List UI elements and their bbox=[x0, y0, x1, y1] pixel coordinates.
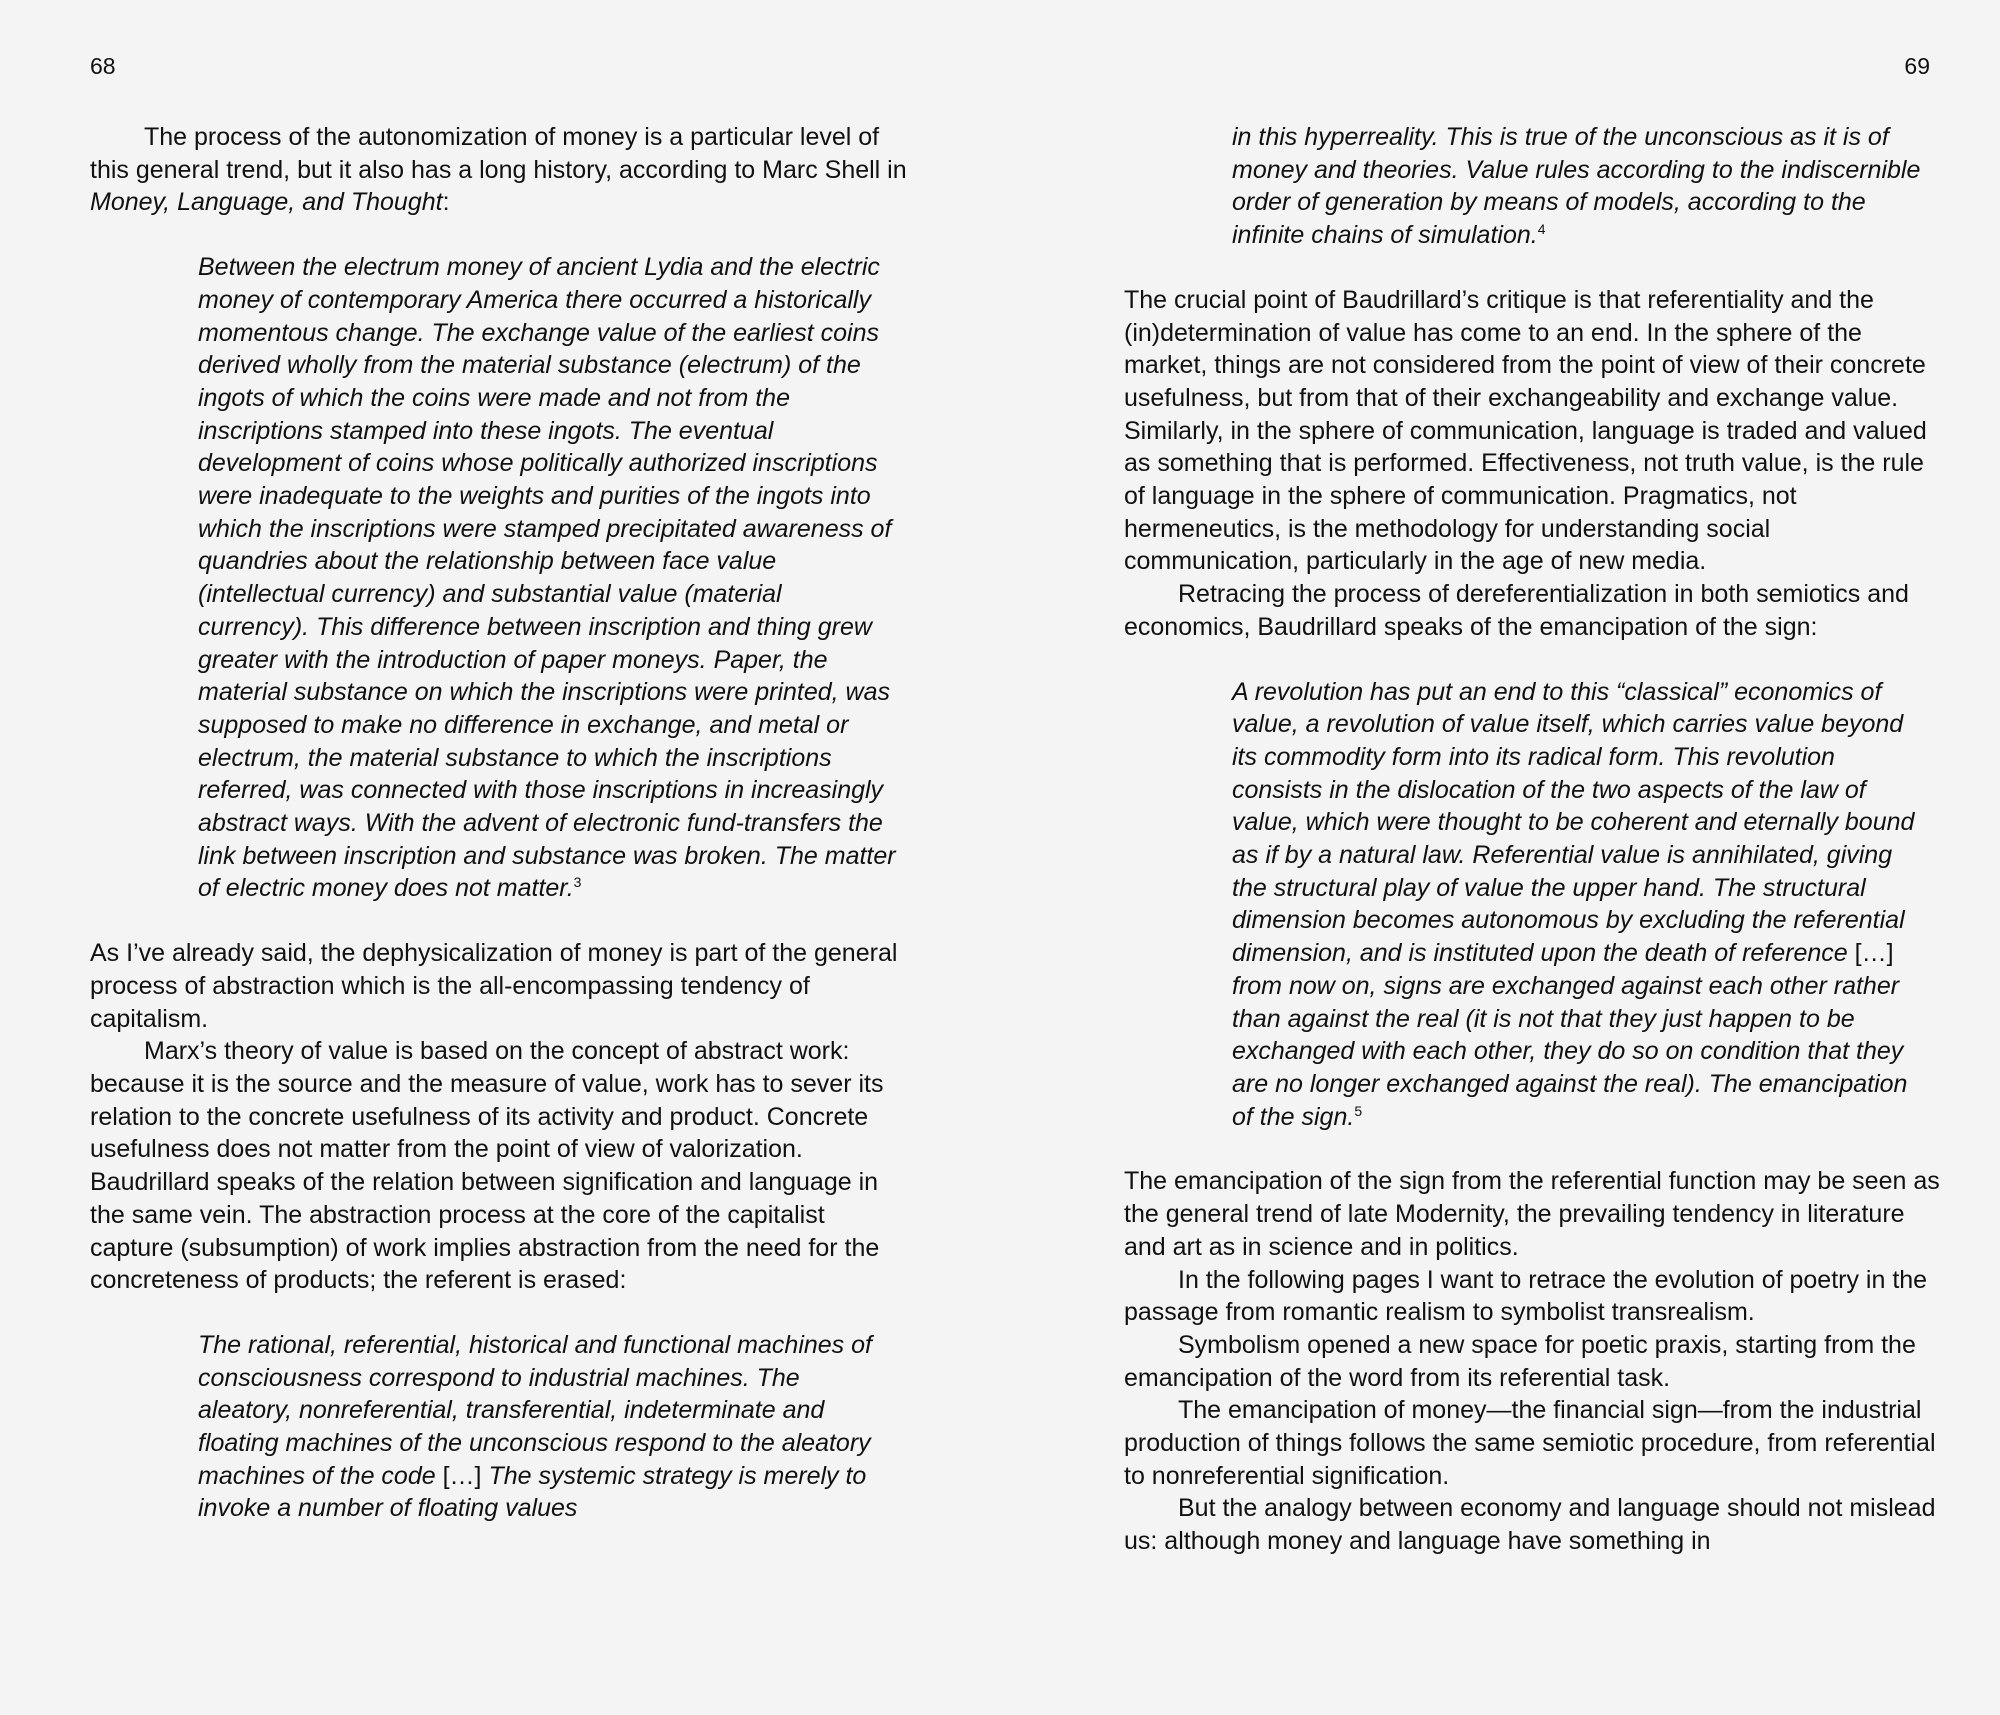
block-quote: The rational, referential, historical and functional machines of consciousness correspond to industrial machines. The aleatory, nonreferential, transferential, indeterminate and floating machines of the unconscious respond to the aleatory machines of the code […] The systemic strategy is merely to invoke a number of floating values bbox=[198, 1330, 872, 1523]
page-number: 69 bbox=[1904, 53, 1930, 79]
page-body bbox=[90, 121, 910, 1557]
paragraph: The crucial point of Baudrillard’s critique is that referentiality and the (in)determination of value has come to an end. In the sphere of the market, things are not considered from the point of view of their concrete usefulness, but from that of their exchangeability and exchange value. Similarly, in the sphere of communication, language is traded and valued as something that is performed. Effectiveness, not truth value, is the rule of language in the sphere of communication. Pragmatics, not hermeneutics, is the methodology for understanding social communication, particularly in the age of new media. bbox=[1124, 285, 1927, 576]
ellipsis: […] bbox=[1847, 939, 1894, 968]
footnote-marker: 4 bbox=[1537, 221, 1546, 238]
block-quote: A revolution has put an end to this “classical” economics of value, a revolution of value itself, which carries value beyond its commodity form into its radical form. This revolution consists in the dislocation of the two aspects of the law of value, which were thought to be coherent and eternally bound as if by a natural law. Referential value is annihilated, giving the structural play of value the upper hand. The structural dimension becomes autonomous by excluding the referential dimension, and is instituted upon the death of reference […] from now on, signs are exchanged against each other rather than against the real (it is not that they just happen to be exchanged with each other, they do so on condition that they are no longer exchanged against the real). The emancipation of the sign.$^5$ bbox=[1232, 677, 1915, 1131]
page-number: 68 bbox=[90, 53, 116, 79]
right-page bbox=[1124, 0, 1944, 1715]
paragraph: In the following pages I want to retrace the evolution of poetry in the passage from romantic realism to symbolist transrealism. bbox=[1124, 1265, 1928, 1327]
paragraph: Marx’s theory of value is based on the concept of abstract work: because it is the source and the measure of value, work has to sever its relation to the concrete usefulness of its activity and product. Concrete usefulness does not matter from the point of view of valorization. Baudrillard speaks of the relation between signification and language in the same vein. The abstraction process at the core of the capitalist capture (subsumption) of work implies abstraction from the need for the concreteness of products; the referent is erased: bbox=[90, 1037, 884, 1295]
footnote-marker: 3 bbox=[573, 874, 582, 891]
paragraph: Symbolism opened a new space for poetic praxis, starting from the emancipation of the word from its referential task. bbox=[1124, 1330, 1916, 1392]
paragraph: The emancipation of the sign from the referential function may be seen as the general trend of late Modernity, the prevailing tendency in literature and art as in science and in politics. bbox=[1124, 1167, 1940, 1261]
paragraph: Retracing the process of dereferentialization in both semiotics and economics, Baudrillard speaks of the emancipation of the sign: bbox=[1124, 580, 1909, 641]
paragraph: As I’ve already said, the dephysicalization of money is part of the general process of abstraction which is the all-encompassing tendency of capitalism. bbox=[90, 939, 898, 1033]
book-title: Money, Language, and Thought bbox=[90, 188, 443, 217]
ellipsis: […] bbox=[435, 1461, 489, 1490]
footnote-marker: 5 bbox=[1354, 1102, 1363, 1119]
block-quote-continued: in this hyperreality. This is true of the unconscious as it is of money and theories. Value rules according to the indiscernible order of generation by means of models, according to the infinite chains of simulation.$^4$ bbox=[1232, 123, 1921, 250]
paragraph: The process of the autonomization of money is a particular level of this general trend, but it also has a long history, according to Marc Shell in Money, Language, and Thought: bbox=[90, 123, 907, 217]
paragraph: The emancipation of money—the financial sign—from the industrial production of things follows the same semiotic procedure, from referential to nonreferential signification. bbox=[1124, 1396, 1936, 1490]
left-page bbox=[90, 0, 910, 1715]
page-body bbox=[1124, 121, 1944, 1558]
paragraph: But the analogy between economy and language should not mislead us: although money and language have something in bbox=[1124, 1494, 1936, 1556]
block-quote: Between the electrum money of ancient Lydia and the electric money of contemporary America there occurred a historically momentous change. The exchange value of the earliest coins derived wholly from the material substance (electrum) of the ingots of which the coins were made and not from the inscriptions stamped into these ingots. The eventual development of coins whose politically authorized inscriptions were inadequate to the weights and purities of the ingots into which the inscriptions were stamped precipitated awareness of quandries about the relationship between face value (intellectual currency) and substantial value (material currency). This difference between inscription and thing grew greater with the introduction of paper moneys. Paper, the material substance on which the inscriptions were printed, was supposed to make no difference in exchange, and metal or electrum, the material substance to which the inscriptions referred, was connected with those inscriptions in increasingly abstract ways. With the advent of electronic fund-transfers the link between inscription and substance was broken. The matter of electric money does not matter.$^3$ bbox=[198, 253, 896, 903]
